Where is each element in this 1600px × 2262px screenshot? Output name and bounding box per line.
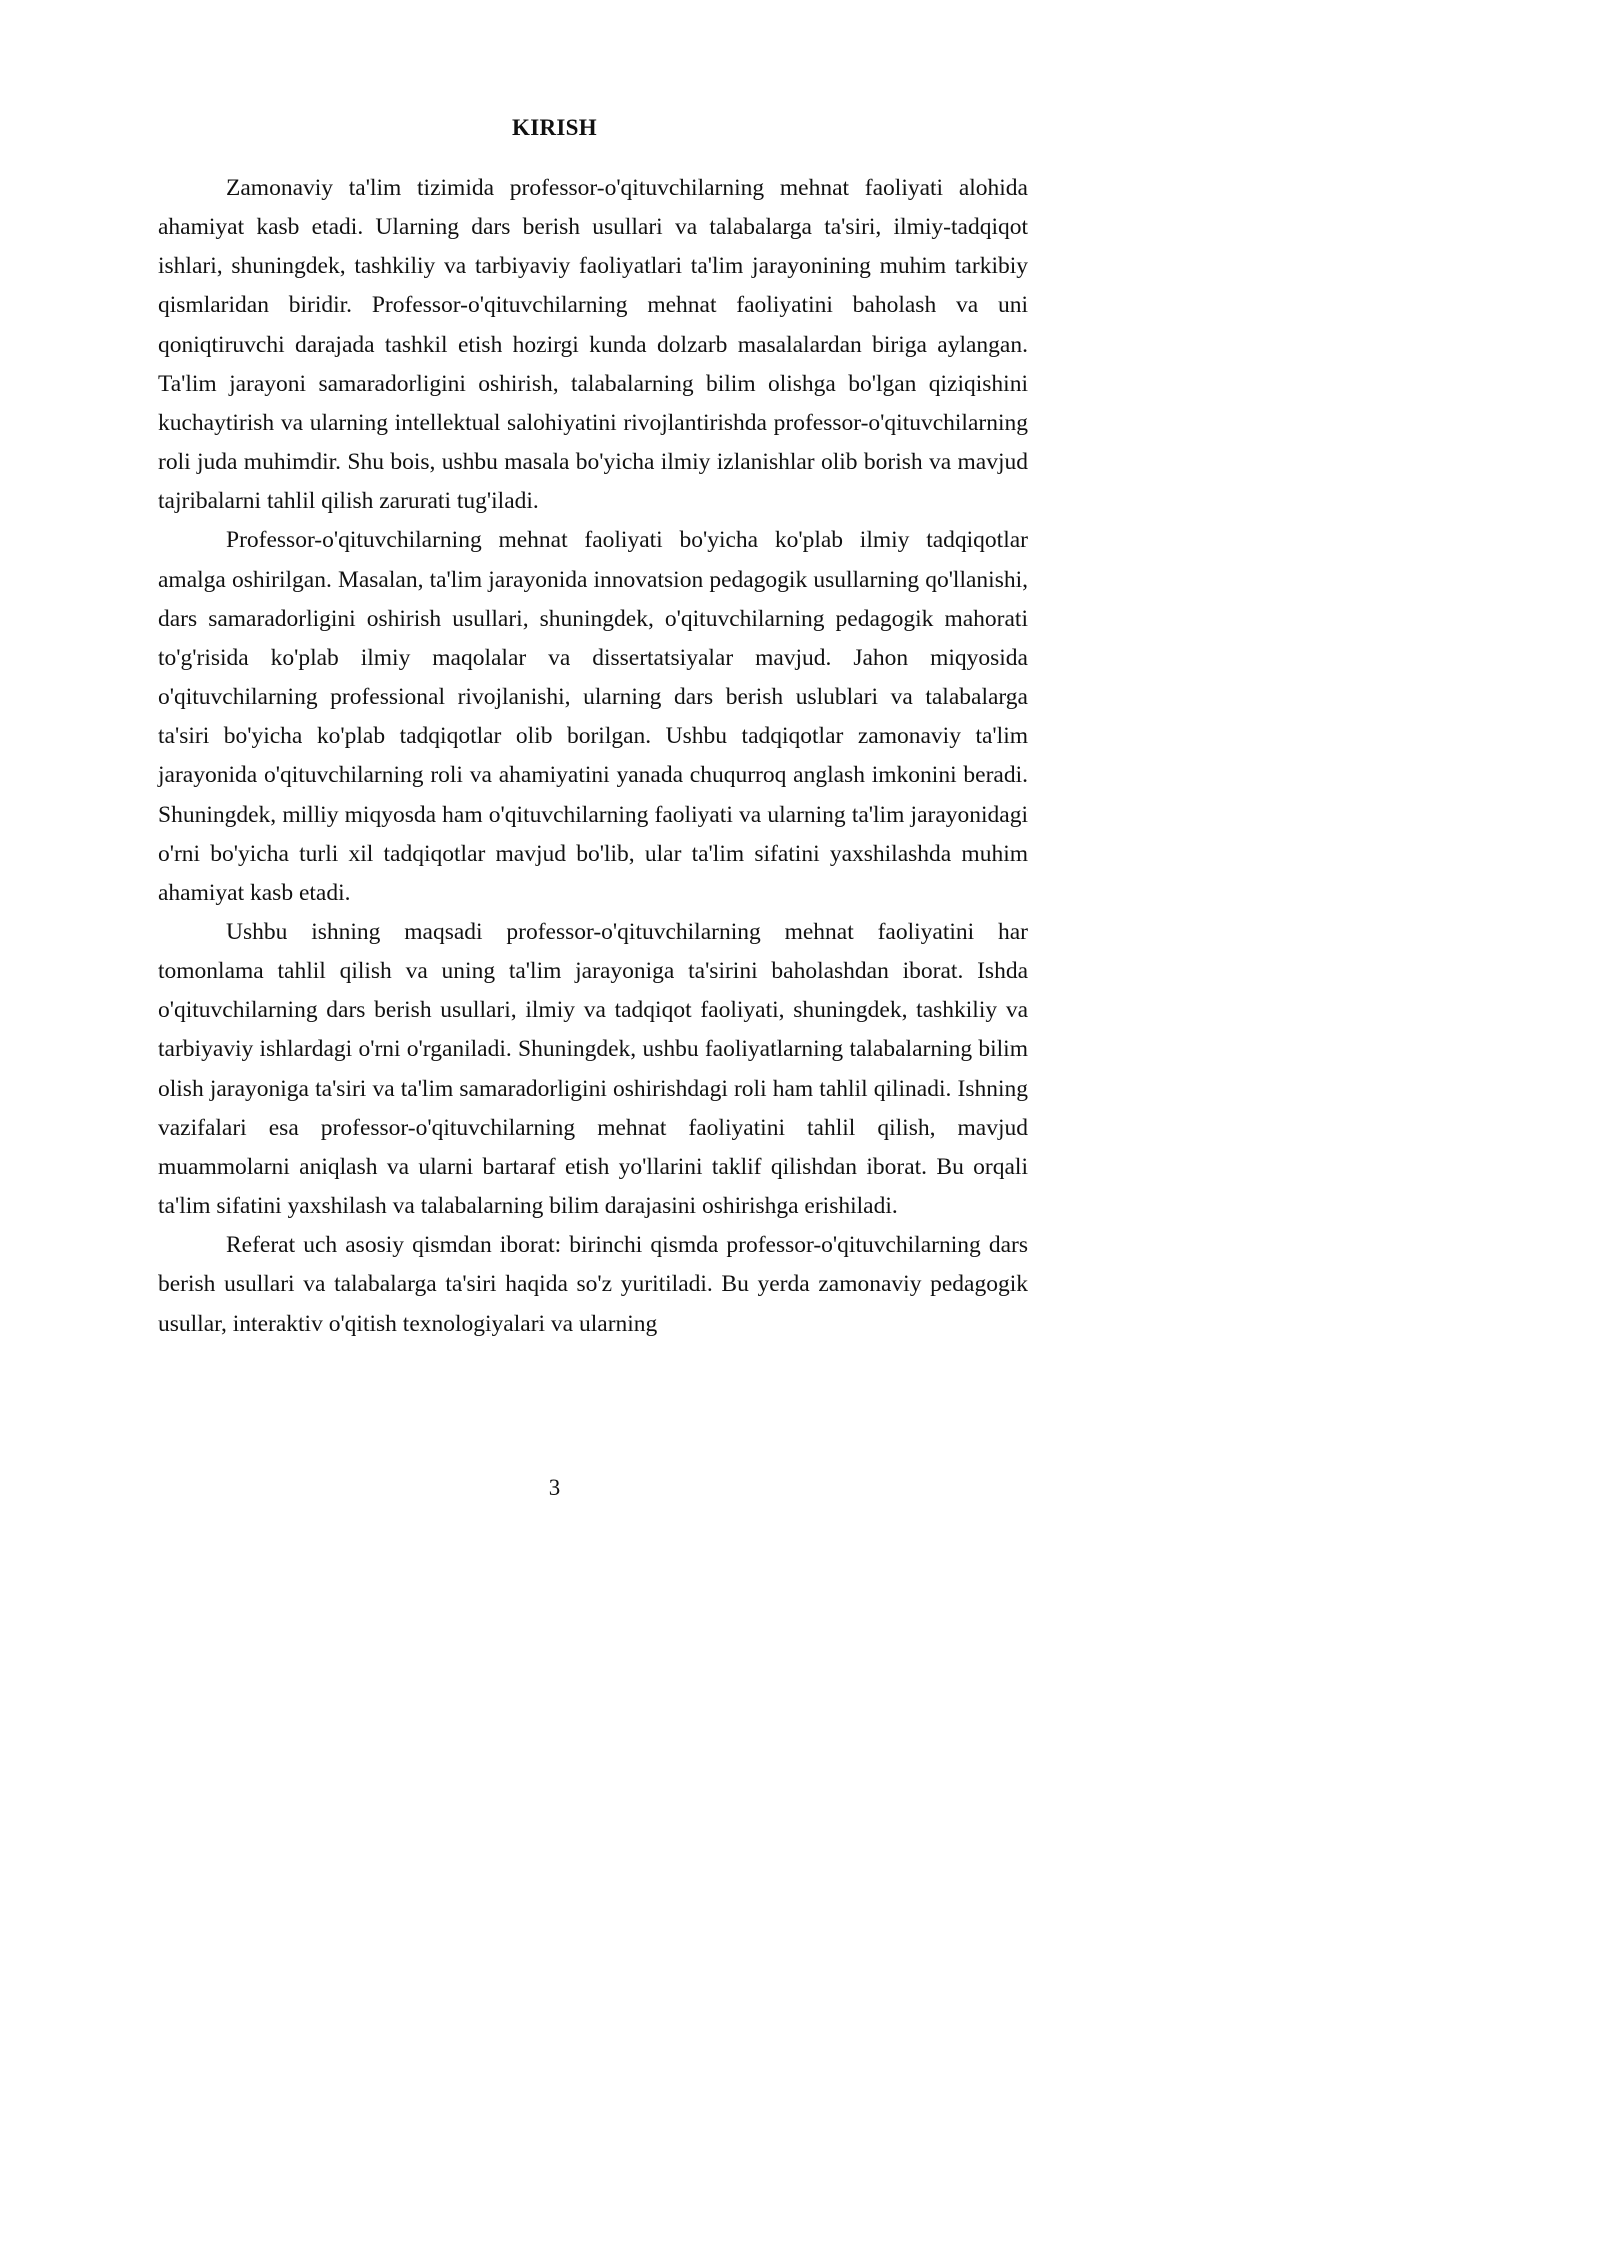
document-page <box>0 0 1109 1568</box>
paragraph-4: Referat uch asosiy qismdan iborat: birinchi qismda professor-o'qituvchilarning dars berish usullari va talabalarga ta'siri haqida so'z yuritiladi. Bu yerda zamonaviy pedagogik usullar, interaktiv o'qitish texnologiyalari va ularning <box>158 1232 1028 1337</box>
paragraph-1: Zamonaviy ta'lim tizimida professor-o'qituvchilarning mehnat faoliyati alohida ahamiyat kasb etadi. Ularning dars berish usullari va talabalarga ta'siri, ilmiy-tadqiqot ishlari, shuningdek, tashkiliy va tarbiyaviy faoliyatlari ta'lim jarayonining muhim tarkibiy qismlaridan biridir. Professor-o'qituvchilarning mehnat faoliyatini baholash va uni qoniqtiruvchi darajada tashkil etish hozirgi kunda dolzarb masalalardan biriga aylangan. Ta'lim jarayoni samaradorligini oshirish, talabalarning bilim olishga bo'lgan qiziqishini kuchaytirish va ularning intellektual salohiyatini rivojlantirishda professor-o'qituvchilarning roli juda muhimdir. Shu bois, ushbu masala bo'yicha ilmiy izlanishlar olib borish va mavjud tajribalarni tahlil qilish zarurati tug'iladi. <box>158 175 1028 515</box>
page-title: KIRISH <box>512 115 597 140</box>
document-body <box>158 169 1028 1344</box>
page-number: 3 <box>548 1475 561 1500</box>
paragraph-2: Professor-o'qituvchilarning mehnat faoliyati bo'yicha ko'plab ilmiy tadqiqotlar amalga oshirilgan. Masalan, ta'lim jarayonida innovatsion pedagogik usullarning qo'llanishi, dars samaradorligini oshirish usullari, shuningdek, o'qituvchilarning pedagogik mahorati to'g'risida ko'plab ilmiy maqolalar va dissertatsiyalar mavjud. Jahon miqyosida o'qituvchilarning professional rivojlanishi, ularning dars berish uslublari va talabalarga ta'siri bo'yicha ko'plab tadqiqotlar olib borilgan. Ushbu tadqiqotlar zamonaviy ta'lim jarayonida o'qituvchilarning roli va ahamiyatini yanada chuqurroq anglash imkonini beradi. Shuningdek, milliy miqyosda ham o'qituvchilarning faoliyati va ularning ta'lim jarayonidagi o'rni bo'yicha turli xil tadqiqotlar mavjud bo'lib, ular ta'lim sifatini yaxshilashda muhim ahamiyat kasb etadi. <box>158 527 1028 906</box>
paragraph-3: Ushbu ishning maqsadi professor-o'qituvchilarning mehnat faoliyatini har tomonlama tahlil qilish va uning ta'lim jarayoniga ta'sirini baholashdan iborat. Ishda o'qituvchilarning dars berish usullari, ilmiy va tadqiqot faoliyati, shuningdek, tashkiliy va tarbiyaviy ishlardagi o'rni o'rganiladi. Shuningdek, ushbu faoliyatlarning talabalarning bilim olish jarayoniga ta'siri va ta'lim samaradorligini oshirishdagi roli ham tahlil qilinadi. Ishning vazifalari esa professor-o'qituvchilarning mehnat faoliyatini tahlil qilish, mavjud muammolarni aniqlash va ularni bartaraf etish yo'llarini taklif qilishdan iborat. Bu orqali ta'lim sifatini yaxshilash va talabalarning bilim darajasini oshirishga erishiladi. <box>158 918 1028 1220</box>
